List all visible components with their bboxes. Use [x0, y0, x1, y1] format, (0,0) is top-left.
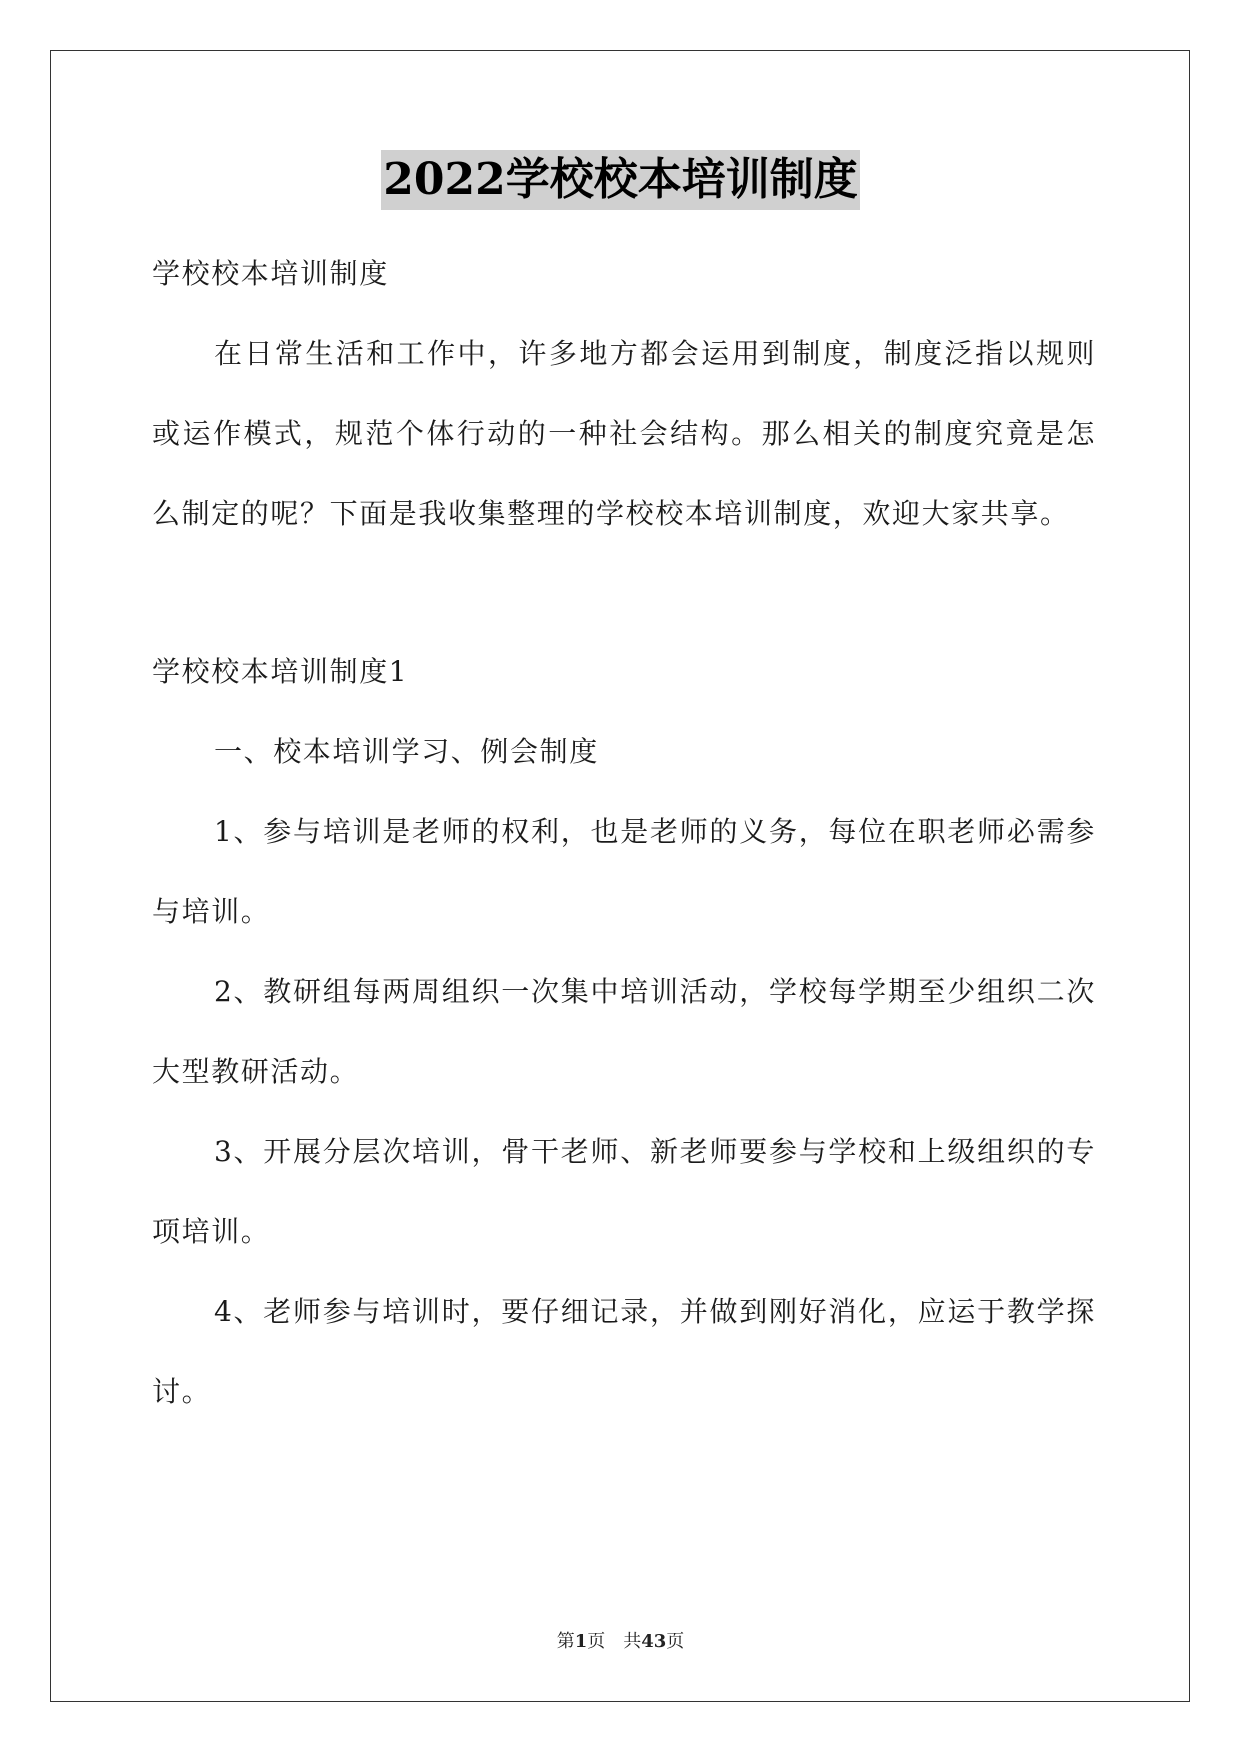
title-container	[0, 150, 1241, 210]
total-prefix: 共	[623, 1631, 642, 1652]
spacer	[152, 554, 1096, 632]
section-heading: 一、校本培训学习、例会制度	[214, 735, 599, 768]
list-item: 4、老师参与培训时，要仔细记录，并做到刚好消化，应运于教学探讨。	[152, 1295, 1096, 1408]
list-item: 2、教研组每两周组织一次集中培训活动，学校每学期至少组织二次大型教研活动。	[152, 975, 1096, 1088]
page-footer	[0, 1630, 1241, 1654]
subtitle: 学校校本培训制度	[152, 257, 389, 290]
list-item: 1、参与培训是老师的权利，也是老师的义务，每位在职老师必需参与培训。	[152, 815, 1096, 928]
document-title: 2022学校校本培训制度	[381, 150, 859, 210]
page-prefix: 第	[556, 1631, 575, 1652]
page-number: 1	[574, 1631, 588, 1652]
intro-paragraph: 在日常生活和工作中，许多地方都会运用到制度，制度泛指以规则或运作模式，规范个体行动的一种社会结构。那么相关的制度究竟是怎么制定的呢？下面是我收集整理的学校校本培训制度，欢迎大家共享。	[152, 337, 1096, 530]
page-suffix: 页	[587, 1631, 606, 1652]
total-suffix: 页	[666, 1631, 685, 1652]
total-pages: 43	[641, 1631, 667, 1652]
document-body	[152, 234, 1096, 1432]
list-item: 3、开展分层次培训，骨干老师、新老师要参与学校和上级组织的专项培训。	[152, 1135, 1096, 1248]
section-title: 学校校本培训制度1	[152, 655, 409, 688]
